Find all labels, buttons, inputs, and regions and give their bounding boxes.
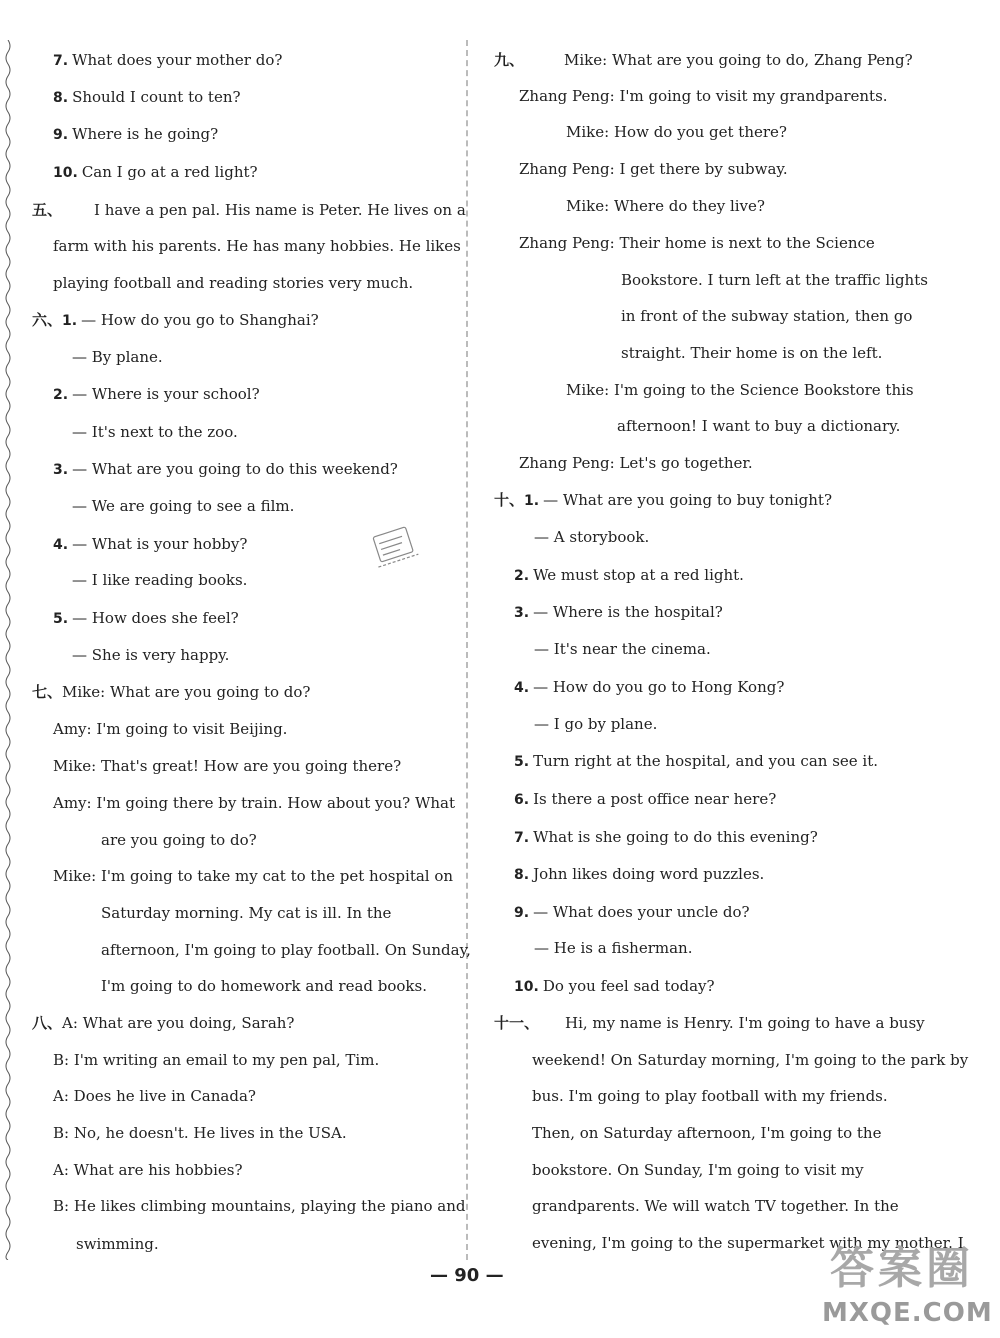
section-5: 五、 I have a pen pal. His name is Peter. He lives on a — [32, 201, 466, 219]
dialogue-line: Zhang Peng: I'm going to visit my grandparents. — [519, 87, 888, 105]
dialogue-line: afternoon! I want to buy a dictionary. — [617, 417, 901, 435]
dialogue-line: B: No, he doesn't. He lives in the USA. — [53, 1124, 347, 1142]
answer-line: 3. — What are you going to do this weekend? — [53, 460, 398, 478]
answer-line: — A storybook. — [534, 528, 650, 546]
answer-line: 5. Turn right at the hospital, and you can see it. — [514, 752, 879, 770]
dialogue-line: Amy: I'm going to visit Beijing. — [53, 720, 288, 738]
dialogue-line: afternoon, I'm going to play football. On Sunday, — [101, 941, 471, 959]
answer-line: — We are going to see a film. — [72, 497, 295, 515]
dialogue-line: Mike: I'm going to the Science Bookstore this — [566, 381, 914, 399]
stamp-graphic — [365, 523, 425, 571]
dialogue-line: Amy: I'm going there by train. How about you? What — [53, 794, 456, 812]
paragraph-line: 十一、 Hi, my name is Henry. I'm going to have a busy — [494, 1014, 925, 1032]
answer-line: 10. Can I go at a red light? — [53, 163, 258, 181]
answer-line: 6. Is there a post office near here? — [514, 790, 777, 808]
answer-line: — He is a fisherman. — [534, 939, 693, 957]
section-label: 八、 — [32, 1014, 63, 1032]
answer-line: — I go by plane. — [534, 715, 658, 733]
column-divider — [466, 40, 468, 1260]
dialogue-line: Mike: I'm going to take my cat to the pet hospital on — [53, 867, 454, 885]
answer-line: 8. John likes doing word puzzles. — [514, 865, 765, 883]
section-label: 十一、 — [494, 1014, 540, 1032]
answer-line: 7. What is she going to do this evening? — [514, 828, 818, 846]
paragraph-line: playing football and reading stories very much. — [53, 274, 414, 292]
answer-line: 4. — What is your hobby? — [53, 535, 248, 553]
dialogue-line: I'm going to do homework and read books. — [101, 977, 427, 995]
dialogue-line: are you going to do? — [101, 831, 257, 849]
paragraph-line: evening, I'm going to the supermarket with my mother. I — [532, 1234, 964, 1252]
answer-line: 8. Should I count to ten? — [53, 88, 241, 106]
dialogue-line: B: I'm writing an email to my pen pal, Tim. — [53, 1051, 380, 1069]
answer-line: — It's next to the zoo. — [72, 423, 238, 441]
section-label: 五、 — [32, 201, 63, 219]
dialogue-line: Zhang Peng: I get there by subway. — [519, 160, 788, 178]
answer-line: — It's near the cinema. — [534, 640, 711, 658]
section-label: 七、 — [32, 683, 63, 701]
section-label: 六、 — [32, 311, 63, 329]
answer-line: 4. — How do you go to Hong Kong? — [514, 678, 785, 696]
dialogue-line: Mike: Where do they live? — [566, 197, 765, 215]
answer-line: — By plane. — [72, 348, 163, 366]
answer-line: — She is very happy. — [72, 646, 230, 664]
answer-line: 9. Where is he going? — [53, 125, 219, 143]
dialogue-line: B: He likes climbing mountains, playing the piano and — [53, 1197, 466, 1215]
dialogue-line: in front of the subway station, then go — [621, 307, 913, 325]
paragraph-line: farm with his parents. He has many hobbies. He likes — [53, 237, 461, 255]
answer-line: 2. — Where is your school? — [53, 385, 260, 403]
answer-line: 六、1. — How do you go to Shanghai? — [32, 311, 319, 329]
dialogue-line: 九、 Mike: What are you going to do, Zhang Peng? — [494, 51, 913, 69]
answer-line: 9. — What does your uncle do? — [514, 903, 750, 921]
paragraph-line: bookstore. On Sunday, I'm going to visit my — [532, 1161, 864, 1179]
section-label: 九、 — [494, 51, 525, 69]
answer-line: 5. — How does she feel? — [53, 609, 239, 627]
watermark-logo: 答案圈 — [830, 1243, 974, 1294]
dialogue-line: Saturday morning. My cat is ill. In the — [101, 904, 392, 922]
dialogue-line: Zhang Peng: Let's go together. — [519, 454, 753, 472]
dialogue-line: 七、Mike: What are you going to do? — [32, 683, 311, 701]
answer-line: — I like reading books. — [72, 571, 248, 589]
answer-line: 2. We must stop at a red light. — [514, 566, 744, 584]
binding-wavy-line — [4, 40, 12, 1260]
paragraph-line: grandparents. We will watch TV together. In the — [532, 1197, 899, 1215]
section-label: 十、 — [494, 491, 525, 509]
dialogue-line: A: Does he live in Canada? — [53, 1087, 256, 1105]
answer-line: 十、1. — What are you going to buy tonight? — [494, 491, 832, 509]
answer-line: 10. Do you feel sad today? — [514, 977, 715, 995]
dialogue-line: Mike: How do you get there? — [566, 123, 787, 141]
dialogue-line: Bookstore. I turn left at the traffic lights — [621, 271, 928, 289]
paragraph-line: weekend! On Saturday morning, I'm going to the park by — [532, 1051, 969, 1069]
watermark-url: MXQE.COM — [822, 1298, 993, 1328]
dialogue-line: straight. Their home is on the left. — [621, 344, 883, 362]
paragraph-line: Then, on Saturday afternoon, I'm going to the — [532, 1124, 882, 1142]
answer-line: 7. What does your mother do? — [53, 51, 283, 69]
dialogue-line: swimming. — [76, 1235, 159, 1253]
dialogue-line: Mike: That's great! How are you going there? — [53, 757, 402, 775]
dialogue-line: 八、A: What are you doing, Sarah? — [32, 1014, 295, 1032]
answer-line: 3. — Where is the hospital? — [514, 603, 723, 621]
page-number: — 90 — — [430, 1265, 504, 1286]
paragraph-line: bus. I'm going to play football with my friends. — [532, 1087, 888, 1105]
dialogue-line: Zhang Peng: Their home is next to the Science — [519, 234, 875, 252]
dialogue-line: A: What are his hobbies? — [53, 1161, 243, 1179]
